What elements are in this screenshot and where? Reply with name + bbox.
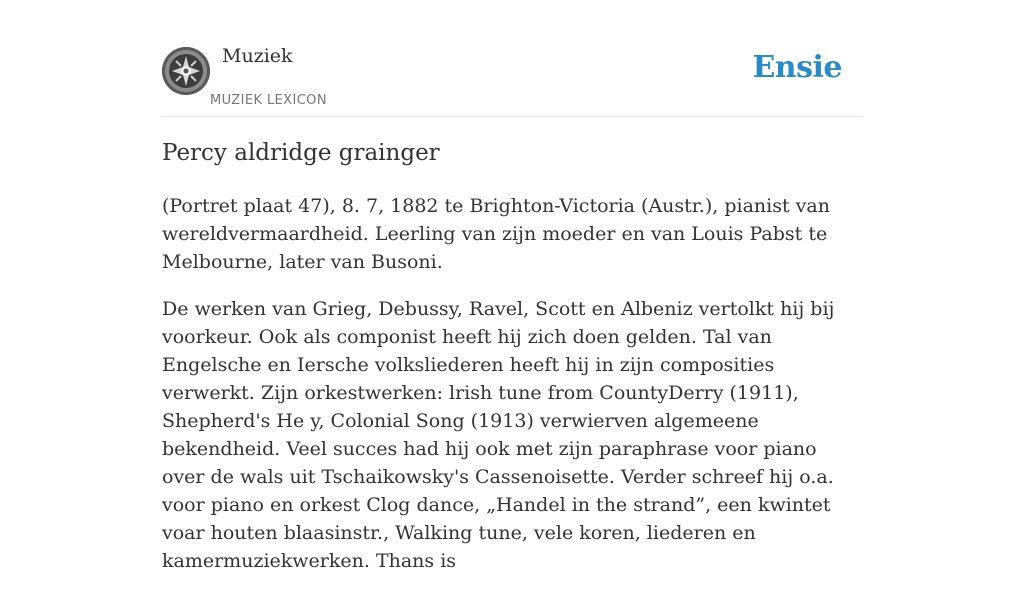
article-title: Percy aldridge grainger bbox=[162, 140, 440, 166]
article-body bbox=[162, 192, 862, 594]
source-avatar[interactable] bbox=[162, 47, 210, 95]
music-emblem-icon bbox=[162, 47, 210, 95]
ensie-logo-link[interactable]: Ensie bbox=[752, 50, 842, 85]
source-name-link[interactable]: Muziek bbox=[222, 45, 293, 67]
source-header bbox=[162, 0, 862, 117]
article-paragraph: (Portret plaat 47), 8. 7, 1882 te Brighton-Victoria (Austr.), pianist van wereldvermaardheid. Leerling van zijn moeder en van Louis Pabst te Melbourne, later van Busoni. bbox=[162, 195, 830, 273]
article-paragraph: De werken van Grieg, Debussy, Ravel, Scott en Albeniz vertolkt hij bij voorkeur. Ook als componist heeft hij zich doen gelden. Tal van Engelsche en Iersche volksliederen heeft hij in zijn composities verwerkt. Zijn orkestwerken: lrish tune from CountyDerry (1911), Shepherd's He y, Colonial Song (1913) verwierven algemeene bekendheid. Veel succes had hij ook met zijn paraphrase voor piano over de wals uit Tschaikowsky's Cassenoisette. Verder schreef hij o.a. voor piano en orkest Clog dance, „Handel in the strand”, een kwintet voar houten blaasinstr., Walking tune, vele koren, liederen en kamermuziekwerken. Thans is bbox=[162, 298, 835, 572]
source-subtitle: MUZIEK LEXICON bbox=[210, 93, 327, 108]
article-page bbox=[162, 0, 862, 572]
